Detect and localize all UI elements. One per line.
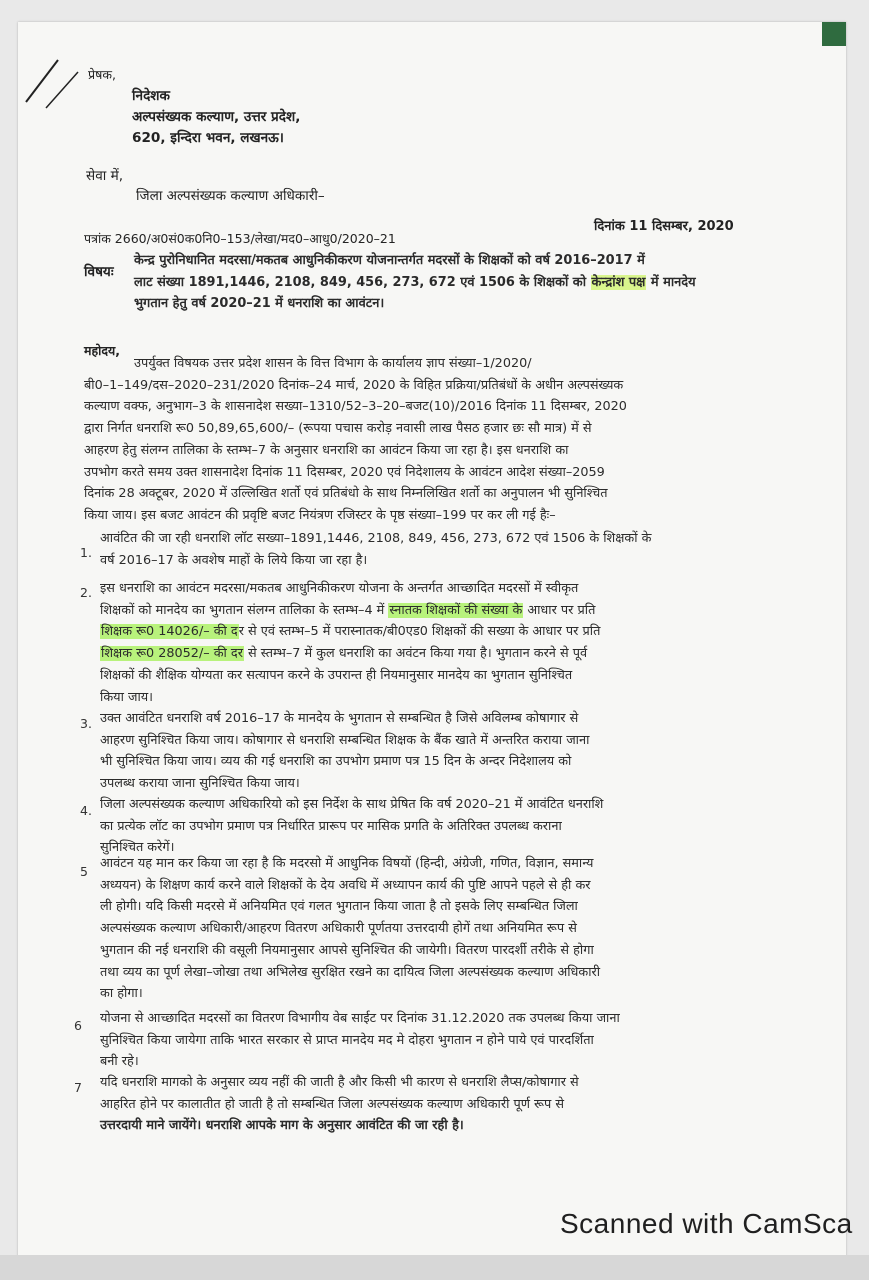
point-number: 6 (74, 1018, 82, 1033)
subject-line: भुगतान हेतु वर्ष 2020–21 में धनराशि का आवंटन। (134, 296, 385, 311)
point-6: योजना से आच्छादित मदरसों का वितरण विभागीय वेब साईट पर दिनांक 31.12.2020 तक उपलब्ध किया जाना सुनिश्चित किया जायेगा ताकि भारत सरकार से प्राप्त मानदेय मद मे दोहरा भुगतान न होने पाये एवं पारदर्शिता बनी रहे। (100, 1011, 620, 1070)
highlighted-phrase: स्नातक शिक्षकों की संख्या के (389, 602, 523, 618)
point-number: 5 (80, 864, 88, 879)
point-3: उक्त आवंटित धनराशि वर्ष 2016–17 के मानदेय के भुगतान से सम्बन्धित है जिसे अविलम्ब कोषागार से आहरण सुनिश्चित किया जाय। कोषागार से धनराशि सम्बन्धित शिक्षक के बैंक खाते में अन्तरित कराया जाना भी सुनिश्चित किया जाय। व्यय की गई धनराशि का उपभोग प्रमाण पत्र 15 दिन के अन्दर निदेशालय को उपलब्ध कराया जाना सुनिश्चित किया जाय। (100, 711, 590, 792)
point-4: जिला अल्पसंख्यक कल्याण अधिकारियो को इस निर्देश के साथ प्रेषित कि वर्ष 2020–21 में आवंटित धनराशि का प्रत्येक लॉट का उपभोग प्रमाण पत्र निर्धारित प्रारूप पर मासिक प्रगति के अतिरिक्त उपलब्ध कराना सुनिश्चित करेगें। (100, 797, 604, 856)
point-number: 1. (80, 545, 92, 560)
point-5: आवंटन यह मान कर किया जा रहा है कि मदरसो में आधुनिक विषयों (हिन्दी, अंग्रेजी, गणित, विज्ञान, समान्य अध्ययन) के शिक्षण कार्य करने वाले शिक्षकों के देय अवधि में अध्यापन कार्य की पुष्टि आपने पहले से ही कर ली होगी। यदि किसी मदरसे में अनियमित एवं गलत भुगतान किया जाता है तो इसके लिए सम्बन्धित जिला अल्पसंख्यक कल्याण अधिकारी/आहरण वितरण अधिकारी पूर्णतया उत्तरदायी होगें तथा अनियमित रूप से भुगतान की नई धनराशि की वसूली नियमानुसार आपसे सुनिश्चित की जायेगी। वितरण पारदर्शी तरीके से होगा तथा व्यय का पूर्ण लेखा–जोखा तथा अभिलेख सुरक्षित रखने का दायित्व जिला अल्पसंख्यक कल्याण अधिकारी का होगा। (100, 856, 601, 1002)
highlighted-phrase: शिक्षक रू0 14026/– की द (101, 624, 238, 640)
from-address: 620, इन्दिरा भवन, लखनऊ। (132, 130, 284, 146)
subject-text (134, 250, 696, 315)
green-corner-fold (822, 22, 846, 46)
from-dept: अल्पसंख्यक कल्याण, उत्तर प्रदेश, (132, 109, 301, 125)
point-7: यदि धनराशि मागको के अनुसार व्यय नहीं की जाती है और किसी भी कारण से धनराशि लैप्स/कोषागार से आहरित होने पर कालातीत हो जाती है तो सम्बन्धित जिला अल्पसंख्यक कल्याण अधिकारी पूर्ण रूप से उत्तरदायी माने जायेंगे। धनराशि आपके माग के अनुसार आवंटित की जा रही है। (100, 1075, 579, 1134)
point-number: 7 (74, 1080, 82, 1095)
from-label: प्रेषक, (88, 67, 116, 82)
highlighted-phrase: केन्द्रांश पक्ष (591, 274, 646, 290)
highlighted-phrase: शिक्षक रू0 28052/– की दर (101, 646, 243, 662)
point-2: इस धनराशि का आवंटन मदरसा/मकतब आधुनिकीकरण योजना के अन्तर्गत आच्छादित मदरसों में स्वीकृत शिक्षकों को मानदेय का भुगतान संलग्न तालिका के स्तम्भ–4 में स्नातक शिक्षकों की संख्या के आधार पर प्रति शिक्षक रू0 14026/– की दर से एवं स्तम्भ–5 में परास्नातक/बी0एड0 शिक्षकों की सख्या के आधार पर प्रति शिक्षक रू0 28052/– की दर से स्तम्भ–7 में कुल धनराशि का अवंटन किया गया है। भुगतान करने से पूर्व शिक्षकों की शैक्षिक योग्यता कर सत्यापन करने के उपरान्त ही नियमानुसार मानदेय का भुगतान सुनिश्चित किया जाय। (100, 581, 601, 705)
point-number: 2. (80, 585, 92, 600)
scanner-watermark: Scanned with CamSca (560, 1208, 853, 1239)
subject-label: विषयः (84, 264, 114, 280)
subject-line: केन्द्र पुरोनिधानित मदरसा/मकतब आधुनिकीकरण योजनान्तर्गत मदरसों के शिक्षकों को वर्ष 2016–2017 में (134, 253, 645, 268)
point-number: 4. (80, 803, 92, 818)
salutation: महोदय, (84, 343, 120, 358)
from-name: निदेशक (132, 88, 170, 104)
intro-paragraph: उपर्युक्त विषयक उत्तर प्रदेश शासन के वित्त विभाग के कार्यालय ज्ञाप संख्या–1/2020/ बी0–1–149/दस–2020–231/2020 दिनांक–24 मार्च, 2020 के विहित प्रक्रिया/प्रतिबंधों के अधीन अल्पसंख्यक कल्याण वक्फ, अनुभाग–3 के शासनादेश सख्या–1310/52–3–20–बजट(10)/2016 दिनांक 11 दिसम्बर, 2020 द्वारा निर्गत धनराशि रू0 50,89,65,600/– (रूपया पचास करोड़ नवासी लाख पैसठ हजार छः सौ मात्र) में से आहरण हेतु संलग्न तालिका के स्तम्भ–7 के अनुसार धनराशि का आवंटन किया जा रहा है। इस धनराशि का उपभोग करते समय उक्त शासनादेश दिनांक 11 दिसम्बर, 2020 एवं निदेशालय के आवंटन आदेश संख्या–2059 दिनांक 28 अक्टूबर, 2020 में उल्लिखित शर्तो एवं प्रतिबंधो के साथ निम्नलिखित शर्तो का अनुपालन भी सुनिश्चित किया जाय। इस बजट आवंटन की प्रवृष्टि बजट नियंत्रण रजिस्टर के पृष्ठ संख्या–199 पर कर ली गई हैः– (84, 356, 627, 523)
pen-stroke-mark (18, 50, 98, 110)
point-number: 3. (80, 716, 92, 731)
to-label: सेवा में, (86, 168, 124, 184)
subject-line: लाट संख्या 1891,1446, 2108, 849, 456, 273, 672 एवं 1506 के शिक्षकों को केन्द्रांश पक्ष में मानदेय (134, 274, 696, 290)
to-name: जिला अल्पसंख्यक कल्याण अधिकारी– (136, 188, 325, 204)
point-1: आवंटित की जा रही धनराशि लॉट सख्या–1891,1446, 2108, 849, 456, 273, 672 एवं 1506 के शिक्षकों के वर्ष 2016–17 के अवशेष माहों के लिये किया जा रहा है। (100, 531, 652, 568)
reference-number: पत्रांक 2660/अ0सं0क0नि0–153/लेखा/मद0–आधु0/2020–21 (84, 231, 396, 246)
letter-date: दिनांक 11 दिसम्बर, 2020 (594, 219, 734, 234)
footer-strip (0, 1255, 869, 1280)
